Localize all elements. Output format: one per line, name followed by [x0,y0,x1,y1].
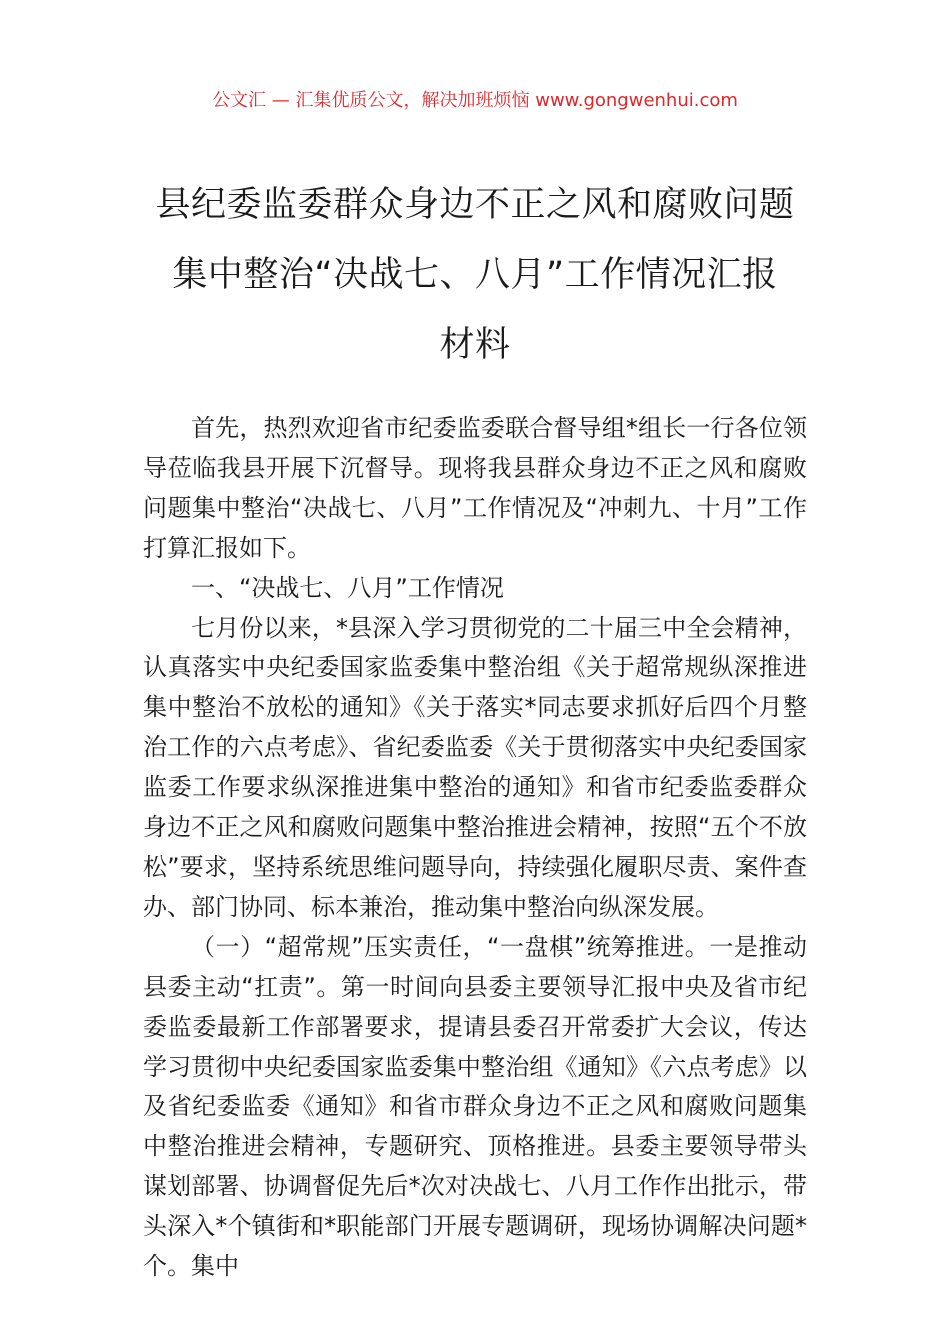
intro-paragraph: 首先，热烈欢迎省市纪委监委联合督导组*组长一行各位领导莅临我县开展下沉督导。现将我县群众身边不正之风和腐败问题集中整治“决战七、八月”工作情况及“冲刺九、十月”工作打算汇报如下。 [143,414,807,562]
section-1-paragraph: 七月份以来，*县深入学习贯彻党的二十届三中全会精神，认真落实中央纪委国家监委集中整治组《关于超常规纵深推进集中整治不放松的通知》《关于落实*同志要求抓好后四个月整治工作的六点考虑》、省纪委监委《关于贯彻落实中央纪委国家监委工作要求纵深推进集中整治的通知》和省市纪委监委群众身边不正之风和腐败问题集中整治推进会精神，按照“五个不放松”要求，坚持系统思维问题导向，持续强化履职尽责、案件查办、部门协同、标本兼治，推动集中整治向纵深发展。 [143,613,807,921]
section-heading-1: 一、“决战七、八月”工作情况 [191,573,504,602]
title-line-2: 集中整治“决战七、八月”工作情况汇报 [172,255,778,295]
subsection-1-paragraph: （一）“超常规”压实责任，“一盘棋”统筹推进。一是推动县委主动“扛责”。第一时间向县委主要领导汇报中央及省市纪委监委最新工作部署要求，提请县委召开常委扩大会议，传达学习贯彻中央纪委国家监委集中整治组《通知》《六点考虑》以及省纪委监委《通知》和省市群众身边不正之风和腐败问题集中整治推进会精神，专题研究、顶格推进。县委主要领导带头谋划部署、协调督促先后*次对决战七、八月工作作出批示，带头深入*个镇街和*职能部门开展专题调研，现场协调解决问题*个。集中 [143,932,807,1281]
header-banner: 公文汇 — 汇集优质公文，解决加班烦恼 www.gongwenhui.com [212,90,738,111]
document-body [143,409,807,1287]
title-line-3: 材料 [439,325,511,365]
title-line-1: 县纪委监委群众身边不正之风和腐败问题 [155,185,795,225]
document-title [140,170,810,380]
